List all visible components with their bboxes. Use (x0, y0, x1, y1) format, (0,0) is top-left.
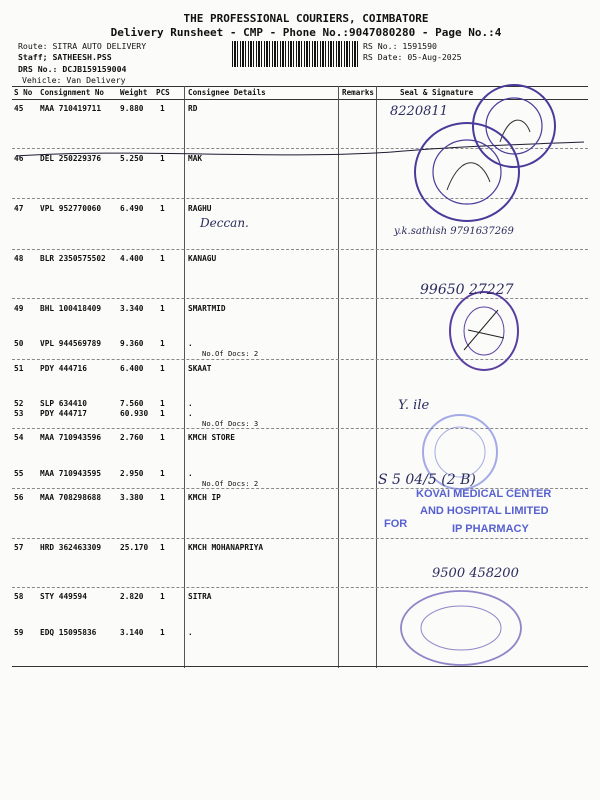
row-pcs: 1 (160, 364, 165, 373)
row-pcs: 1 (160, 469, 165, 478)
col-divider (376, 86, 377, 668)
row-consignment: MAA 710419711 (40, 104, 102, 113)
row-consignment: VPL 944569789 (40, 339, 102, 348)
kmch-stamp-line1: KOVAI MEDICAL CENTER (416, 488, 552, 500)
rs-date: RS Date: 05-Aug-2025 (363, 52, 462, 62)
row-weight: 2.820 (120, 592, 144, 601)
row-sno: 51 (14, 364, 24, 373)
row-consignee: . (188, 469, 193, 478)
row-consignee: . (188, 399, 193, 408)
row-rule (12, 249, 588, 250)
runsheet-title: Delivery Runsheet - CMP - Phone No.:9047080280 - Page No.:4 (110, 26, 502, 39)
signature-phone: 8220811 (390, 104, 448, 119)
row-sno: 50 (14, 339, 24, 348)
row-pcs: 1 (160, 304, 165, 313)
row-weight: 25.170 (120, 543, 149, 552)
handwritten-phone: 9500 458200 (432, 566, 519, 581)
row-weight: 6.490 (120, 204, 144, 213)
row-weight: 6.400 (120, 364, 144, 373)
row-consignment: STY 449594 (40, 592, 87, 601)
row-sno: 45 (14, 104, 24, 113)
row-consignee: SITRA (188, 592, 212, 601)
company-name: THE PROFESSIONAL COURIERS, COIMBATORE (183, 12, 429, 25)
row-pcs: 1 (160, 399, 165, 408)
row-sno: 56 (14, 493, 24, 502)
row-docs-count: No.Of Docs: 3 (202, 419, 259, 428)
row-rule (12, 538, 588, 539)
row-consignment: MAA 708298688 (40, 493, 102, 502)
row-weight: 2.760 (120, 433, 144, 442)
row-consignment: EDQ 15095836 (40, 628, 97, 637)
barcode (232, 41, 358, 67)
vehicle-label: Vehicle: Van Delivery (22, 75, 126, 85)
row-sno: 54 (14, 433, 24, 442)
col-weight: Weight (120, 88, 148, 97)
row-sno: 49 (14, 304, 24, 313)
row-pcs: 1 (160, 409, 165, 418)
row-consignee: KMCH MOHANAPRIYA (188, 543, 264, 552)
row-sno: 48 (14, 254, 24, 263)
industrial-products-stamp (448, 290, 520, 372)
row-consignee: SMARTMID (188, 304, 226, 313)
row-pcs: 1 (160, 543, 165, 552)
row-docs-count: No.Of Docs: 2 (202, 349, 259, 358)
kmch-stamp-line3: IP PHARMACY (452, 523, 529, 535)
row-weight: 9.880 (120, 104, 144, 113)
row-pcs: 1 (160, 339, 165, 348)
col-divider (184, 86, 185, 668)
drs-number: DRS No.: DCJB159159004 (18, 64, 127, 74)
row-consignment: MAA 710943595 (40, 469, 102, 478)
row-weight: 4.400 (120, 254, 144, 263)
row-weight: 3.380 (120, 493, 144, 502)
row-weight: 3.140 (120, 628, 144, 637)
row-consignment: VPL 952770060 (40, 204, 102, 213)
row-docs-count: No.Of Docs: 2 (202, 479, 259, 488)
handwritten-date: S 5 04/5 (2 B) (378, 472, 476, 488)
row-consignment: PDY 444717 (40, 409, 87, 418)
row-consignee: KMCH STORE (188, 433, 235, 442)
row-pcs: 1 (160, 493, 165, 502)
col-consignment: Consignment No (40, 88, 105, 97)
row-consignee: . (188, 409, 193, 418)
row-consignee: MAK (188, 154, 203, 163)
sitra-stamp (398, 588, 524, 668)
handwritten-initials: Y. ile (398, 398, 430, 413)
row-sno: 59 (14, 628, 24, 637)
row-weight: 7.560 (120, 399, 144, 408)
row-pcs: 1 (160, 254, 165, 263)
row-pcs: 1 (160, 592, 165, 601)
row-consignee: RD (188, 104, 198, 113)
row-consignment: BLR 2350575502 (40, 254, 106, 263)
row-consignment: BHL 100418409 (40, 304, 102, 313)
row-pcs: 1 (160, 628, 165, 637)
col-sno: S No (14, 88, 33, 97)
row-consignee: . (188, 339, 193, 348)
row-pcs: 1 (160, 433, 165, 442)
row-weight: 3.340 (120, 304, 144, 313)
row-weight: 9.360 (120, 339, 144, 348)
row-consignment: SLP 634410 (40, 399, 87, 408)
row-consignee: . (188, 628, 193, 637)
handwritten-phone: 99650 27227 (420, 282, 514, 298)
row-weight: 5.250 (120, 154, 144, 163)
row-sno: 46 (14, 154, 24, 163)
row-consignment: HRD 362463309 (40, 543, 102, 552)
col-pcs: PCS (156, 88, 170, 97)
row-sno: 47 (14, 204, 24, 213)
col-consignee: Consignee Details (188, 88, 266, 97)
kmch-stamp-for: FOR (384, 518, 408, 530)
mak-controls-stamp (412, 120, 522, 225)
rs-number: RS No.: 1591590 (363, 41, 437, 51)
row-consignment: PDY 444716 (40, 364, 87, 373)
row-rule (12, 428, 588, 429)
col-divider (338, 86, 339, 668)
row-sno: 53 (14, 409, 24, 418)
row-consignee: SKAAT (188, 364, 212, 373)
row-sno: 57 (14, 543, 24, 552)
handwritten-contact: y.k.sathish 9791637269 (394, 226, 514, 237)
row-pcs: 1 (160, 154, 165, 163)
col-seal: Seal & Signature (400, 88, 474, 97)
staff-label: Staff; SATHEESH.PSS (18, 52, 112, 62)
row-sno: 55 (14, 469, 24, 478)
row-consignee: KMCH IP (188, 493, 221, 502)
kmch-stamp-line2: AND HOSPITAL LIMITED (420, 505, 549, 517)
row-pcs: 1 (160, 104, 165, 113)
row-weight: 2.950 (120, 469, 144, 478)
row-pcs: 1 (160, 204, 165, 213)
row-sno: 58 (14, 592, 24, 601)
handwritten-name: Deccan. (200, 216, 249, 230)
route-label: Route: SITRA AUTO DELIVERY (18, 41, 147, 51)
row-consignee: KANAGU (188, 254, 217, 263)
row-consignee: RAGHU (188, 204, 212, 213)
row-consignment: DEL 250229376 (40, 154, 102, 163)
row-consignment: MAA 710943596 (40, 433, 102, 442)
row-weight: 60.930 (120, 409, 149, 418)
col-remarks: Remarks (342, 88, 375, 97)
row-sno: 52 (14, 399, 24, 408)
